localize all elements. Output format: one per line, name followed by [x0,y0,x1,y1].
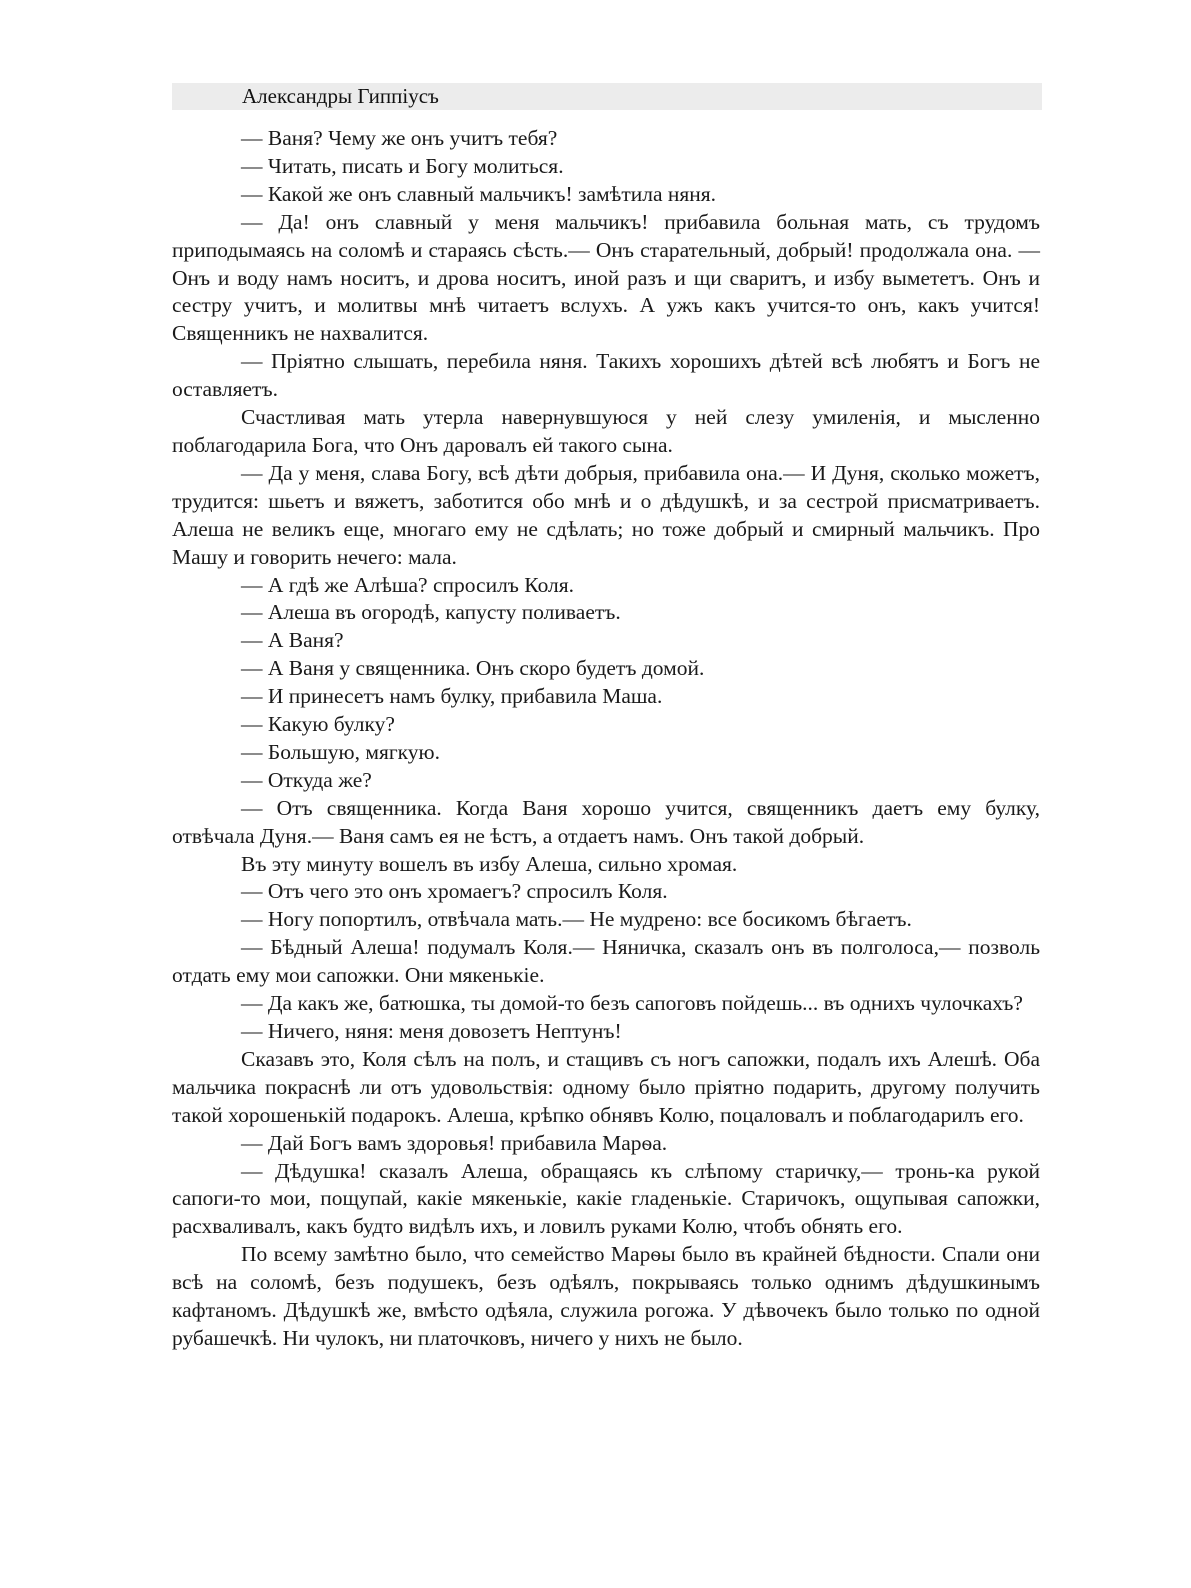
paragraph: — И принесетъ намъ булку, прибавила Маша. [241,684,663,709]
paragraph: — Откуда же? [241,767,372,792]
paragraph: — Какую булку? [241,712,395,737]
paragraph: Счастливая мать утерла навернувшуюся у ней слезу умиленія, и мысленно поблагодарила Бога, что Онъ даровалъ ей такого сына. [172,405,1040,457]
paragraph: — Ничего, няня: меня довозетъ Нептунъ! [241,1019,622,1043]
paragraph: — Какой же онъ славный мальчикъ! замѣтила няня. [241,181,717,206]
paragraph: — Дай Богъ вамъ здоровья! прибавила Марѳа. [241,1130,668,1155]
paragraph: По всему замѣтно было, что семейство Марѳы было въ крайней бѣдности. Спали они всѣ на соломѣ, безъ подушекъ, безъ одѣялъ, покрываясь только однимъ дѣдушкинымъ кафтаномъ. Дѣдушкѣ же, вмѣсто одѣяла, служила рогожа. У дѣвочекъ было только по одной рубашечкѣ. Ни чулокъ, ни платочковъ, ничего у нихъ не было. [172,1242,1040,1350]
paragraph: — Ногу попортилъ, отвѣчала мать.— Не мудрено: все босикомъ бѣгаетъ. [241,907,912,932]
paragraph: Сказавъ это, Коля сѣлъ на полъ, и стащивъ съ ногъ сапожки, подалъ ихъ Алешѣ. Оба мальчика покраснѣ ли отъ удовольствія: одному было пріятно подарить, другому получить такой хорошенькій подарокъ. Алеша, крѣпко обнявъ Колю, поцаловалъ и поблагодарилъ его. [172,1046,1040,1127]
running-header-title: Александры Гиппіусъ [242,84,439,108]
paragraph: — А гдѣ же Алѣша? спросилъ Коля. [241,572,575,597]
paragraph: Въ эту минуту вошелъ въ избу Алеша, сильно хромая. [241,851,738,876]
paragraph: — Да! онъ славный у меня мальчикъ! прибавила больная мать, съ трудомъ приподымаясь на соломѣ и стараясь сѣсть.— Онъ старательный, добрый! продолжала она. — Онъ и воду намъ носитъ, и дрова носитъ, иной разъ и щи сваритъ, и избу вымететъ. Онъ и сестру учитъ, и молитвы мнѣ читаетъ вслухъ. А ужъ какъ учится-то онъ, какъ учится! Священникъ не нахвалится. [172,209,1040,346]
paragraph: — Отъ чего это онъ хромаегъ? спросилъ Коля. [241,879,668,904]
paragraph: — Пріятно слышать, перебила няня. Такихъ хорошихъ дѣтей всѣ любятъ и Богъ не оставляетъ. [172,349,1040,402]
paragraph: — А Ваня? [241,628,344,653]
paragraph: — Ваня? Чему же онъ учитъ тебя? [241,126,558,150]
paragraph: — Да какъ же, батюшка, ты домой-то безъ сапоговъ пойдешь... въ однихъ чулочкахъ? [241,991,1023,1016]
paragraph: — Бѣдный Алеша! подумалъ Коля.— Няничка, сказалъ онъ въ полголоса,— позволь отдать ему мои сапожки. Они мякенькіе. [172,935,1040,988]
paragraph: — Да у меня, слава Богу, всѣ дѣти добрыя, прибавила она.— И Дуня, сколько можетъ, трудится: шьетъ и вяжетъ, заботится обо мнѣ и о дѣдушкѣ, и за сестрой присматриваетъ. Алеша не великъ еще, многаго ему не сдѣлать; но тоже добрый и смирный мальчикъ. Про Машу и говорить нечего: мала. [172,460,1040,569]
running-header [172,83,1042,110]
paragraph: — Дѣдушка! сказалъ Алеша, обращаясь къ слѣпому старичку,— тронь-ка рукой сапоги-то мои, пощупай, какіе мякенькіе, какіе гладенькіе. Старичокъ, ощупывая сапожки, расхваливалъ, какъ будто видѣлъ ихъ, и ловилъ руками Колю, чтобъ обнять его. [172,1158,1040,1239]
paragraph: — Алеша въ огородѣ, капусту поливаетъ. [241,600,621,625]
paragraph: — А Ваня у священника. Онъ скоро будетъ домой. [241,656,705,681]
paragraph: — Большую, мягкую. [241,739,440,764]
paragraph: — Отъ священника. Когда Ваня хорошо учится, священникъ даетъ ему булку, отвѣчала Дуня.— Ваня самъ ея не ѣстъ, а отдаетъ намъ. Онъ такой добрый. [172,795,1040,848]
text-body [172,125,1040,1353]
paragraph: — Читать, писать и Богу молиться. [241,153,564,178]
